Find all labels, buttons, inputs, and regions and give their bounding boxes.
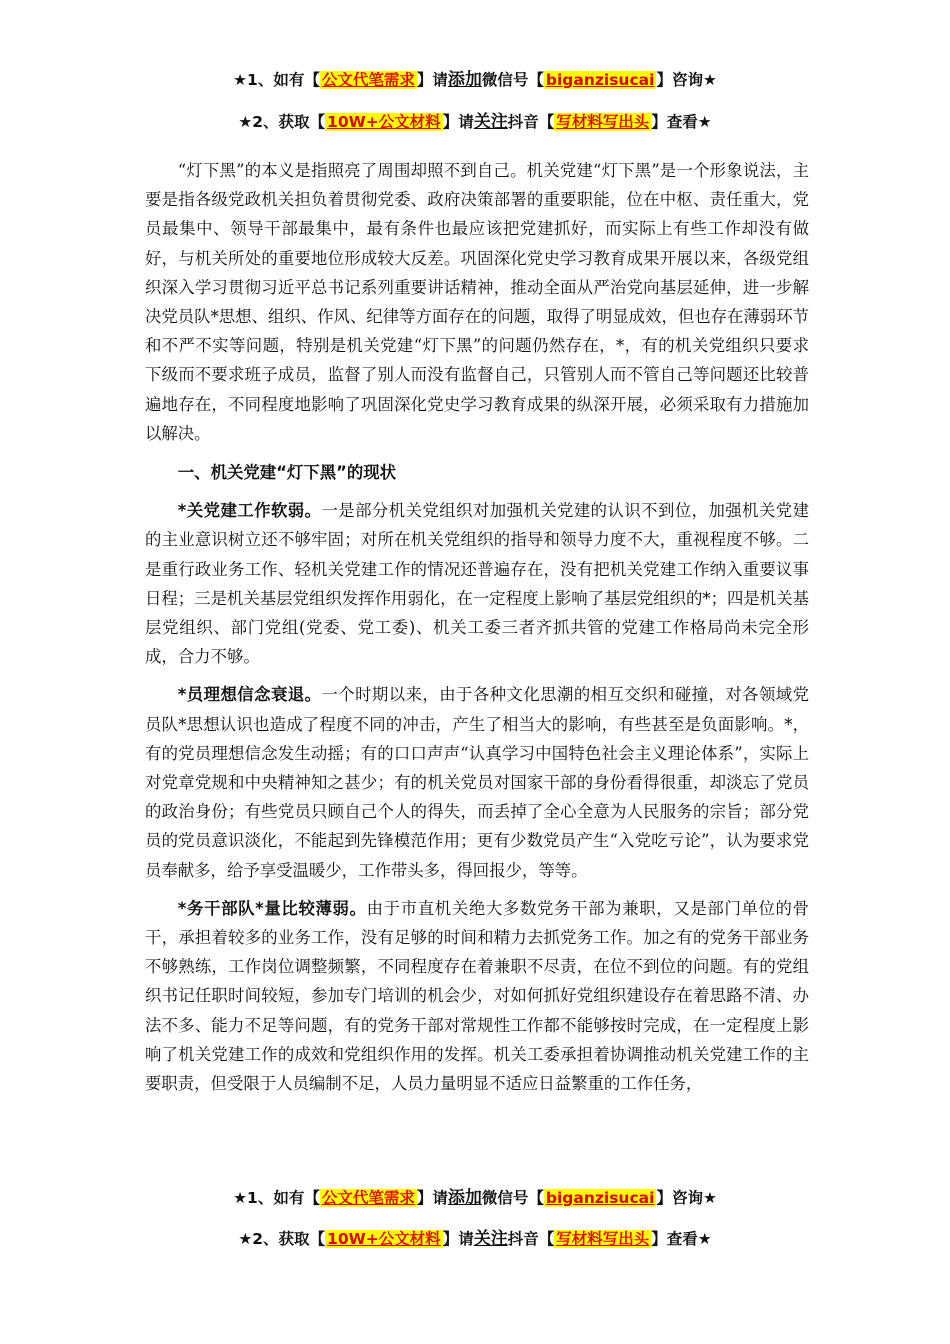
article-body xyxy=(145,156,809,1098)
banner-suffix: 】查看★ xyxy=(651,113,712,131)
paragraph-2-lead: *员理想信念衰退。 xyxy=(177,685,322,705)
banner-suffix: 】咨询★ xyxy=(656,71,717,89)
paragraph-1 xyxy=(145,496,809,671)
paragraph-3 xyxy=(145,894,809,1098)
bottom-banner-line-2 xyxy=(0,1229,950,1249)
banner-highlight-service: 公文代笔需求 xyxy=(321,71,415,89)
banner-highlight-wechat-id: biganzisucai xyxy=(545,71,655,89)
banner-text: 】请 xyxy=(442,113,474,131)
banner-emphasis: 关注 xyxy=(473,1229,508,1249)
paragraph-3-lead: *务干部队*量比较薄弱。 xyxy=(177,898,367,918)
banner-text: 微信号【 xyxy=(481,1189,544,1207)
banner-text: 抖音【 xyxy=(507,113,555,131)
bottom-banner-line-1 xyxy=(0,1188,950,1208)
banner-text: 】请 xyxy=(442,1230,474,1248)
banner-highlight-service: 公文代笔需求 xyxy=(321,1189,415,1207)
banner-text: 微信号【 xyxy=(481,71,544,89)
paragraph-1-lead: *关党建工作软弱。 xyxy=(177,501,322,521)
intro-paragraph: “灯下黑”的本义是指照亮了周围却照不到自己。机关党建“灯下黑”是一个形象说法，主要是指各级党政机关担负着贯彻党委、政府决策部署的重要职能，位在中枢、责任重大，党员最集中、领导干部最集中，最有条件也最应该把党建抓好，而实际上有些工作却没有做好，与机关所处的重要地位形成较大反差。巩固深化党史学习教育成果开展以来，各级党组织深入学习贯彻习近平总书记系列重要讲话精神，推动全面从严治党向基层延伸，进一步解决党员队*思想、组织、作风、纪律等方面存在的问题，取得了明显成效，但也存在薄弱环节和不严不实等问题，特别是机关党建“灯下黑”的问题仍然存在，*，有的机关党组织只要求下级而不要求班子成员，监督了别人而没有监督自己，只管别人而不管自己等问题还比较普遍地存在，不同程度地影响了巩固深化党史学习教育成果的纵深开展，必须采取有力措施加以解决。 xyxy=(145,161,809,443)
banner-text: 】请 xyxy=(416,1189,448,1207)
banner-highlight-douyin: 写材料写出头 xyxy=(556,1230,650,1248)
section-heading: 一、机关党建“灯下黑”的现状 xyxy=(177,463,397,483)
paragraph-2-body: 一个时期以来，由于各种文化思潮的相互交织和碰撞，对各领域党员队*思想认识也造成了程度不同的冲击，产生了相当大的影响，有些甚至是负面影响。*，有的党员理想信念发生动摇；有的口口声声“认真学习中国特色社会主义理论体系”，实际上对党章党规和中央精神知之甚少；有的机关党员对国家干部的身份看得很重，却淡忘了党员的政治身份；有些党员只顾自己个人的得失，而丢掉了全心全意为人民服务的宗旨；部分党员的党员意识淡化，不能起到先锋模范作用；更有少数党员产生“入党吃亏论”，认为要求党员奉献多，给予享受温暖少，工作带头多，得回报少，等等。 xyxy=(145,685,810,880)
top-banner-line-2 xyxy=(0,112,950,132)
paragraph-1-body: 一是部分机关党组织对加强机关党建的认识不到位，加强机关党建的主业意识树立还不够牢固；对所在机关党组织的指导和领导力度不大，重视程度不够。二是重行政业务工作、轻机关党建工作的情况还普遍存在，没有把机关党建工作纳入重要议事日程；三是机关基层党组织发挥作用弱化，在一定程度上影响了基层党组织的*；四是机关基层党组织、部门党组(党委、党工委)、机关工委三者齐抓共管的党建工作格局尚未完全形成，合力不够。 xyxy=(145,501,810,667)
banner-prefix: ★2、获取【 xyxy=(238,113,326,131)
top-banner-line-1 xyxy=(0,70,950,90)
banner-suffix: 】咨询★ xyxy=(656,1189,717,1207)
banner-text: 】请 xyxy=(416,71,448,89)
banner-prefix: ★1、如有【 xyxy=(233,1189,320,1207)
banner-prefix: ★1、如有【 xyxy=(233,71,320,89)
banner-emphasis: 添加 xyxy=(447,1188,482,1208)
paragraph-3-body: 由于市直机关绝大多数党务干部为兼职，又是部门单位的骨干，承担着较多的业务工作，没有足够的时间和精力去抓党务工作。加之有的党务干部业务不够熟练，工作岗位调整频繁，不同程度存在着兼职不尽责，在位不到位的问题。有的党组织书记任职时间较短，参加专门培训的机会少，对如何抓好党组织建设存在着思路不清、办法不多、能力不足等问题，有的党务干部对常规性工作都不能够按时完成，在一定程度上影响了机关党建工作的成效和党组织作用的发挥。机关工委承担着协调推动机关党建工作的主要职责，但受限于人员编制不足，人员力量明显不适应日益繁重的工作任务， xyxy=(145,898,809,1094)
banner-emphasis: 关注 xyxy=(473,112,508,132)
banner-prefix: ★2、获取【 xyxy=(238,1230,326,1248)
paragraph-2 xyxy=(145,680,809,884)
banner-suffix: 】查看★ xyxy=(651,1230,712,1248)
banner-text: 抖音【 xyxy=(507,1230,555,1248)
banner-highlight-douyin: 写材料写出头 xyxy=(556,113,650,131)
banner-highlight-materials: 10W+公文材料 xyxy=(327,113,441,131)
banner-emphasis: 添加 xyxy=(447,70,482,90)
banner-highlight-materials: 10W+公文材料 xyxy=(327,1230,441,1248)
banner-highlight-wechat-id: biganzisucai xyxy=(545,1189,655,1207)
